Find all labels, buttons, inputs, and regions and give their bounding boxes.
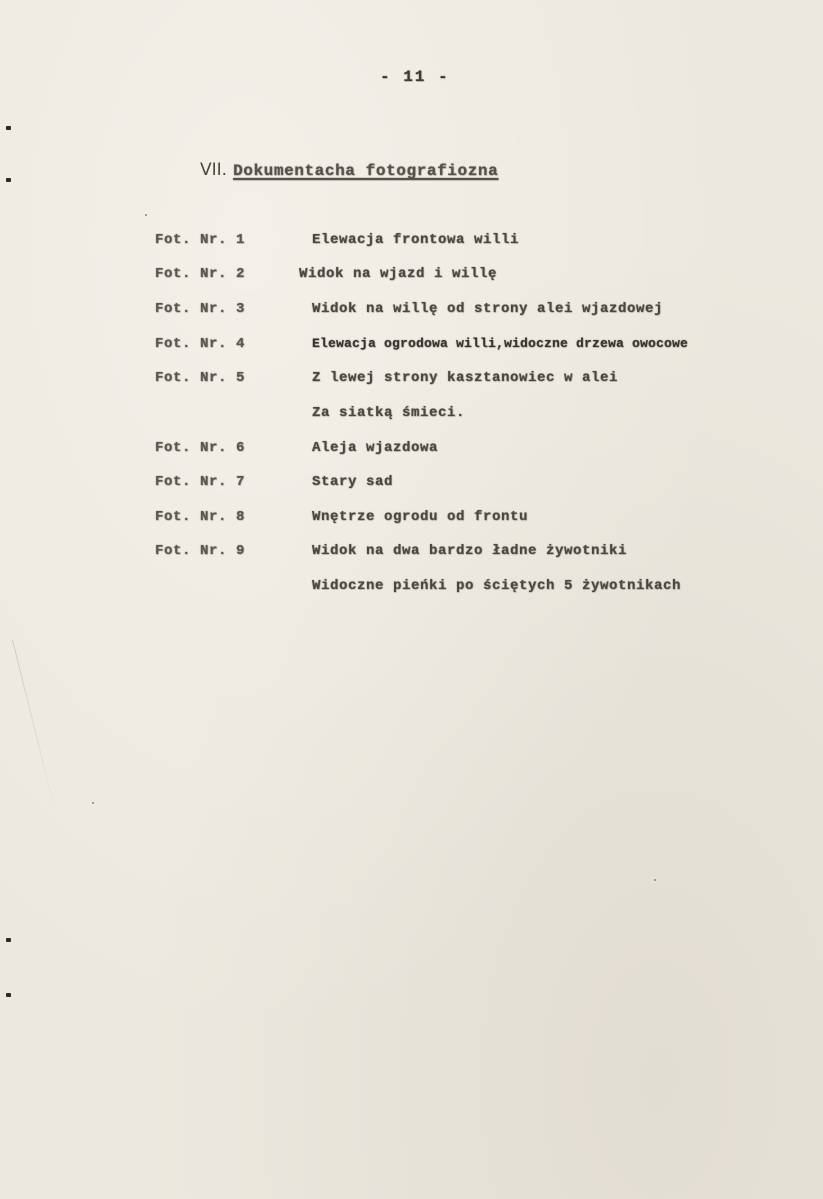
paper-speck [145, 214, 147, 216]
photo-label: Fot. Nr. 3 [155, 301, 246, 317]
photo-list-item [0, 509, 823, 533]
photo-list-item [0, 301, 823, 325]
paper-crease [12, 640, 59, 825]
section-title: Dokumentacha fotografiozna [233, 162, 499, 180]
photo-description: Widok na wjazd i willę [299, 266, 498, 282]
photo-label: Fot. Nr. 9 [155, 543, 246, 559]
photo-label: Fot. Nr. 5 [155, 370, 246, 386]
photo-list-item [0, 336, 823, 360]
binder-hole-mark [6, 993, 11, 997]
photo-description: Wnętrze ogrodu od frontu [312, 509, 529, 525]
photo-description: Widok na dwa bardzo ładne żywotniki [312, 543, 628, 559]
photo-label: Fot. Nr. 2 [155, 266, 246, 282]
photo-label: Fot. Nr. 8 [155, 509, 246, 525]
binder-hole-mark [6, 178, 11, 182]
photo-description: Widok na willę od strony alei wjazdowej [312, 301, 664, 317]
photo-list-item [0, 370, 823, 394]
paper-speck [92, 802, 94, 804]
photo-label: Fot. Nr. 1 [155, 232, 246, 248]
photo-description: Elewacja ogrodowa willi,widoczne drzewa owocowe [312, 336, 689, 351]
photo-description: Stary sad [312, 474, 394, 490]
photo-label: Fot. Nr. 4 [155, 336, 246, 352]
photo-list-item [0, 578, 823, 602]
photo-list-item [0, 543, 823, 567]
photo-list-item [0, 405, 823, 429]
photo-list-item [0, 474, 823, 498]
photo-description: Widoczne pieńki po ściętych 5 żywotnikach [312, 578, 682, 594]
page-number: - 11 - [380, 68, 450, 86]
photo-description: Z lewej strony kasztanowiec w alei [312, 370, 619, 386]
photo-list-item [0, 440, 823, 464]
photo-description: Elewacja frontowa willi [312, 232, 520, 248]
photo-list-item [0, 266, 823, 290]
binder-hole-mark [6, 126, 11, 130]
paper-speck [654, 879, 656, 881]
photo-label: Fot. Nr. 7 [155, 474, 246, 490]
photo-description: Aleja wjazdowa [312, 440, 439, 456]
binder-hole-mark [6, 938, 11, 942]
section-number: VII. [200, 160, 228, 180]
section-heading [200, 160, 498, 180]
photo-list-item [0, 232, 823, 256]
photo-description: Za siatką śmieci. [312, 405, 466, 421]
photo-label: Fot. Nr. 6 [155, 440, 246, 456]
